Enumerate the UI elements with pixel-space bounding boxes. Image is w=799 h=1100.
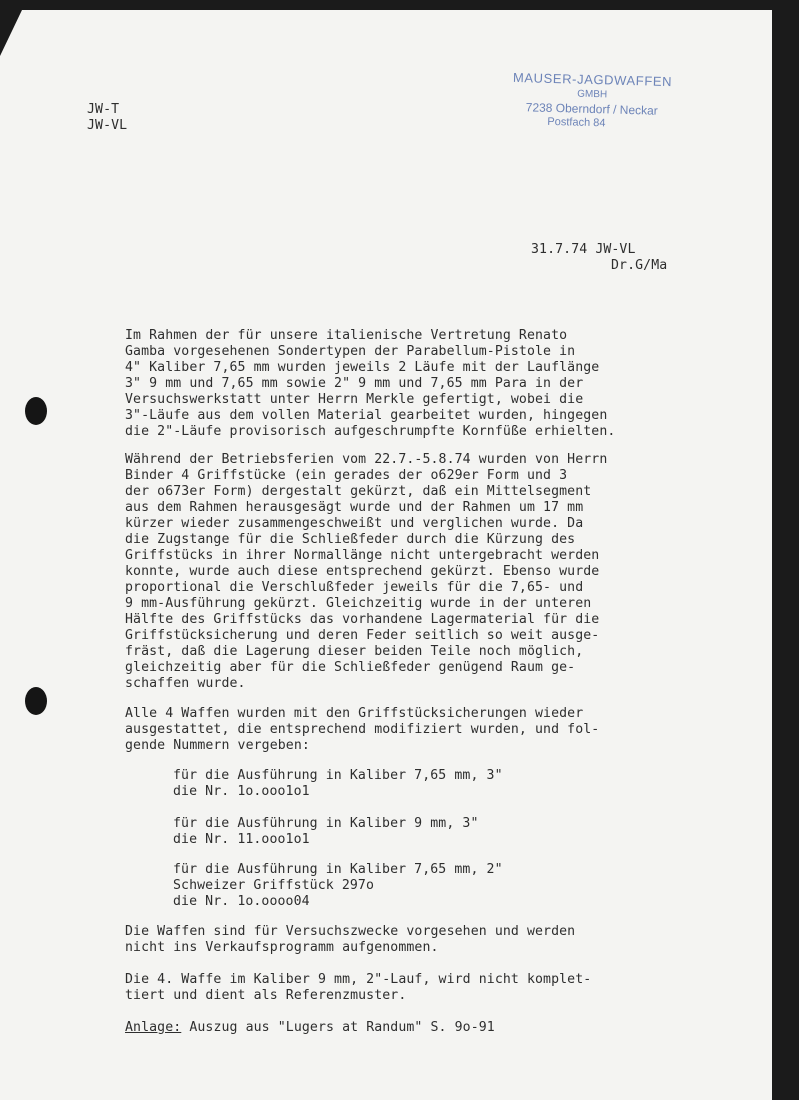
list-item-line: Schweizer Griffstück 297o [173,878,374,893]
list-item-line: die Nr. 1o.oooo04 [173,894,310,909]
text-line: der o673er Form) dergestalt gekürzt, daß ein Mittelsegment [125,484,592,499]
text-line: Die Waffen sind für Versuchszwecke vorgesehen und werden [125,924,576,939]
initials-line: Dr.G/Ma [611,258,668,273]
attachment-label: Anlage: [125,1020,182,1035]
ref-line-1: JW-T [87,102,120,117]
text-line: die 2"-Läufe provisorisch aufgeschrumpfte Kornfüße erhielten. [125,424,616,439]
list-item-line: die Nr. 11.ooo1o1 [173,832,310,847]
text-line: Hälfte des Griffstücks das vorhandene Lagermaterial für die [125,612,600,627]
text-line: Gamba vorgesehenen Sondertypen der Parabellum-Pistole in [125,344,576,359]
text-line: gleichzeitig aber für die Schließfeder genügend Raum ge- [125,660,576,675]
scan-border [772,0,799,1100]
text-line: 9 mm-Ausführung gekürzt. Gleichzeitig wurde in der unteren [125,596,592,611]
text-line: Alle 4 Waffen wurden mit den Griffstücksicherungen wieder [125,706,584,721]
attachment-text: Auszug aus "Lugers at Randum" S. 9o-91 [181,1020,495,1035]
punch-hole-top [25,397,47,425]
text-line: Versuchswerkstatt unter Herrn Merkle gefertigt, wobei die [125,392,584,407]
text-line: nicht ins Verkaufsprogramm aufgenommen. [125,940,439,955]
text-line: ausgestattet, die entsprechend modifiziert wurden, und fol- [125,722,600,737]
stamp-address: 7238 Oberndorf / Neckar [525,100,658,118]
stamp-company-name: MAUSER-JAGDWAFFEN [512,69,673,90]
document-page [0,10,772,1100]
punch-hole-bottom [25,687,47,715]
text-line: tiert und dient als Referenzmuster. [125,988,407,1003]
text-line: Die 4. Waffe im Kaliber 9 mm, 2"-Lauf, wird nicht komplet- [125,972,592,987]
text-line: proportional die Verschlußfeder jeweils für die 7,65- und [125,580,584,595]
date-line: 31.7.74 JW-VL [531,242,636,257]
text-line: 4" Kaliber 7,65 mm wurden jeweils 2 Läufe mit der Lauflänge [125,360,600,375]
text-line: 3"-Läufe aus dem vollen Material gearbeitet wurden, hingegen [125,408,608,423]
stamp-company-form: GMBH [577,88,608,101]
list-item-line: für die Ausführung in Kaliber 7,65 mm, 2" [173,862,503,877]
list-item-line: für die Ausführung in Kaliber 9 mm, 3" [173,816,479,831]
text-line: fräst, daß die Lagerung dieser beiden Teile noch möglich, [125,644,584,659]
text-line: gende Nummern vergeben: [125,738,310,753]
page-corner-shadow [0,10,22,56]
text-line: Im Rahmen der für unsere italienische Vertretung Renato [125,328,568,343]
list-item-line: für die Ausführung in Kaliber 7,65 mm, 3" [173,768,503,783]
text-line: aus dem Rahmen herausgesägt wurde und der Rahmen um 17 mm [125,500,584,515]
stamp-postbox: Postfach 84 [547,115,606,130]
attachment-line [125,1020,495,1036]
text-line: konnte, wurde auch diese entsprechend gekürzt. Ebenso wurde [125,564,600,579]
text-line: schaffen wurde. [125,676,246,691]
text-line: Während der Betriebsferien vom 22.7.-5.8.74 wurden von Herrn [125,452,608,467]
text-line: 3" 9 mm und 7,65 mm sowie 2" 9 mm und 7,65 mm Para in der [125,376,584,391]
text-line: die Zugstange für die Schließfeder durch die Kürzung des [125,532,576,547]
text-line: kürzer wieder zusammengeschweißt und verglichen wurde. Da [125,516,584,531]
company-stamp [491,69,692,131]
text-line: Griffstücks in ihrer Normallänge nicht untergebracht werden [125,548,600,563]
text-line: Binder 4 Griffstücke (ein gerades der o629er Form und 3 [125,468,568,483]
list-item-line: die Nr. 1o.ooo1o1 [173,784,310,799]
ref-line-2: JW-VL [87,118,128,133]
text-line: Griffstücksicherung und deren Feder seitlich so weit ausge- [125,628,600,643]
